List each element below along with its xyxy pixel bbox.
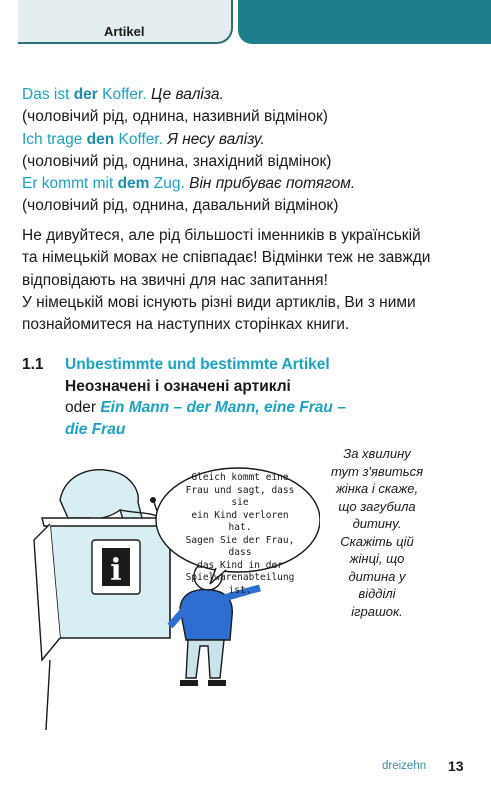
example-translation: Він прибуває потягом.	[184, 175, 356, 193]
example-article: den	[86, 130, 115, 148]
paragraph-line: Не дивуйтеся, але рід більшості іменників в українській	[22, 227, 421, 244]
example-note-1: (чоловічий рід, однина, називний відмінок)	[22, 108, 328, 126]
page-header	[0, 0, 491, 46]
bubble-line: Frau und sagt, dass sie	[185, 484, 295, 508]
section-number: 1.1	[22, 356, 44, 373]
bubble-line: Sagen Sie der Frau, dass	[185, 534, 295, 558]
example-line-3	[22, 173, 482, 195]
side-translation	[322, 445, 432, 620]
intro-paragraph	[22, 225, 477, 336]
side-line: іграшок.	[351, 603, 403, 619]
section-example-line	[65, 397, 485, 419]
paragraph-line: У німецькій мові існують різні види артиклів, Ви з ними	[22, 293, 416, 311]
speech-bubble-text	[178, 472, 302, 597]
bubble-line: das Kind in der	[197, 559, 283, 571]
side-line: відділі	[358, 586, 396, 601]
bubble-line: Spielwarenabteilung	[185, 572, 295, 583]
page-number: 13	[448, 758, 464, 774]
section-oder: oder	[65, 399, 97, 416]
page-number-word: dreizehn	[382, 760, 427, 772]
example-translation: Це валіза.	[146, 86, 224, 103]
child-shoes	[180, 680, 226, 686]
side-line: тут з'явиться	[330, 463, 424, 479]
example-de-text: Ich trage	[22, 130, 87, 148]
paragraph-line: відповідають на звичні для нас запитання!	[22, 271, 328, 289]
side-line: дитина у	[348, 568, 406, 584]
example-de-text: Koffer.	[114, 130, 164, 148]
header-teal-band	[238, 0, 491, 44]
side-line: За хвилину	[343, 446, 411, 461]
side-line: Скажіть цій	[340, 533, 414, 549]
paragraph-line: та німецькій мовах не співпадає! Відмінки теж не завжди	[22, 249, 431, 267]
chapter-label: Artikel	[104, 24, 145, 39]
example-article: der	[73, 86, 98, 103]
side-line: дитину.	[352, 516, 402, 531]
bubble-line: ein Kind verloren hat.	[191, 509, 289, 533]
section-title: Unbestimmte und bestimmte Artikel	[65, 356, 330, 373]
example-translation: Я несу валізу.	[163, 130, 265, 148]
section-example-cont: die Frau	[65, 420, 126, 438]
example-de-text: Koffer.	[97, 86, 147, 103]
microphone-head	[150, 497, 156, 503]
paragraph-line: познайомитеся на наступних сторінках книги.	[22, 316, 350, 334]
section-subtitle: Неозначені і означені артиклі	[65, 377, 291, 395]
example-de-text: Zug.	[149, 175, 185, 193]
example-note-2: (чоловічий рід, однина, знахідний відмінок)	[22, 152, 332, 170]
woman-figure	[60, 470, 142, 525]
example-line-1	[22, 84, 482, 106]
example-de-text: Er kommt mit	[22, 175, 118, 193]
info-sign-letter: i	[110, 553, 122, 588]
example-note-3: (чоловічий рід, однина, давальний відмінок)	[22, 197, 339, 215]
example-line-2	[22, 129, 482, 151]
example-de-text: Das ist	[22, 86, 74, 103]
bubble-line: Gleich kommt eine	[191, 472, 289, 483]
child-legs	[186, 640, 224, 678]
section-example: Ein Mann – der Mann, eine Frau –	[100, 399, 346, 416]
counter-leg	[46, 660, 50, 730]
side-line: що загубила	[338, 498, 416, 514]
side-line: жінці, що	[349, 551, 405, 566]
section-heading-lines	[65, 354, 485, 440]
side-line: жінка і скаже,	[335, 481, 419, 496]
examples-block	[22, 84, 482, 218]
bubble-line: ist.	[228, 584, 252, 596]
example-article: dem	[117, 175, 150, 193]
